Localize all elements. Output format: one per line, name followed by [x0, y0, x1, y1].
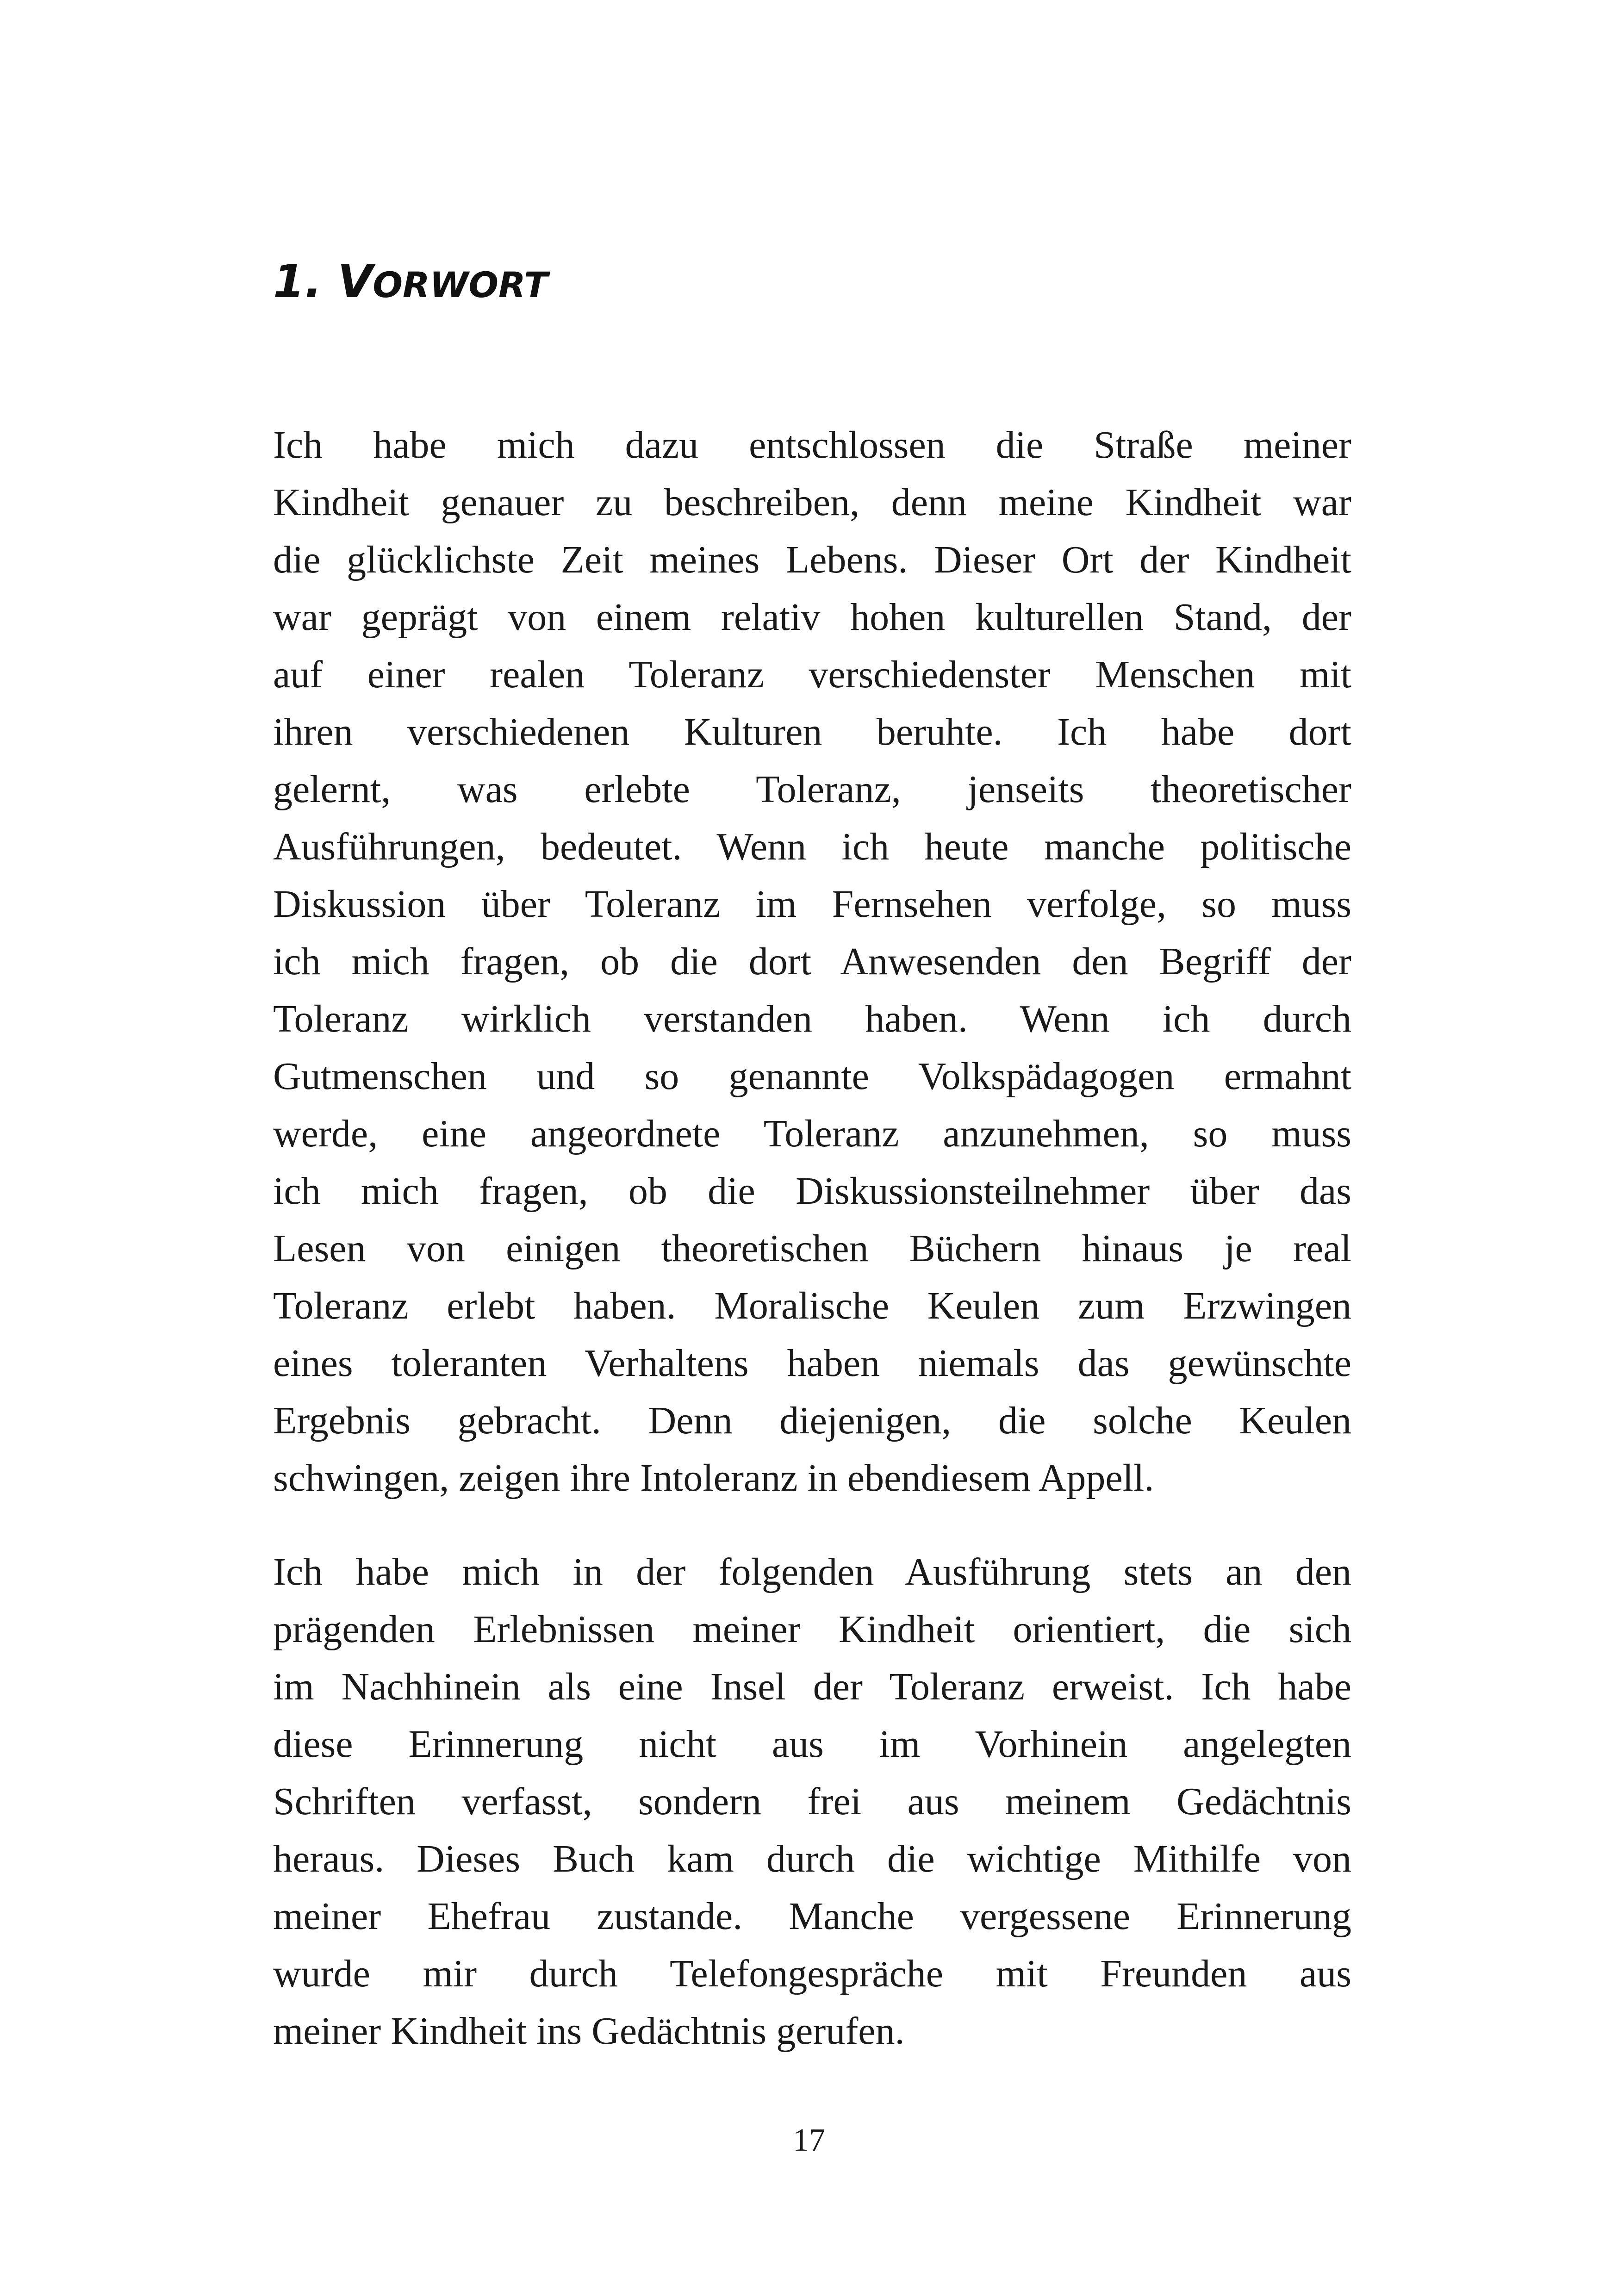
text-line: ihren verschiedenen Kulturen beruhte. Ich habe dort [273, 710, 1351, 753]
text-line: Lesen von einigen theoretischen Büchern hinaus je real [273, 1227, 1351, 1270]
text-line: ich mich fragen, ob die dort Anwesenden den Begriff der [273, 940, 1351, 983]
chapter-heading [273, 255, 548, 308]
text-line: Toleranz erlebt haben. Moralische Keulen zum Erzwingen [273, 1284, 1351, 1327]
text-line: ich mich fragen, ob die Diskussionsteilnehmer über das [273, 1170, 1351, 1213]
text-line: Diskussion über Toleranz im Fernsehen verfolge, so muss [273, 883, 1351, 926]
chapter-number: 1. [273, 255, 322, 308]
text-line: meiner Kindheit ins Gedächtnis gerufen. [273, 2010, 905, 2053]
text-line: auf einer realen Toleranz verschiedenster Menschen mit [273, 653, 1351, 696]
text-line: Ich habe mich dazu entschlossen die Straße meiner [273, 423, 1351, 467]
chapter-title-initial: V [337, 255, 373, 308]
text-line: gelernt, was erlebte Toleranz, jenseits theoretischer [273, 768, 1351, 811]
text-line: diese Erinnerung nicht aus im Vorhinein angelegten [273, 1723, 1351, 1766]
text-line: meiner Ehefrau zustande. Manche vergessene Erinnerung [273, 1895, 1351, 1938]
text-line: im Nachhinein als eine Insel der Toleranz erweist. Ich habe [273, 1665, 1351, 1708]
text-line: Ausführungen, bedeutet. Wenn ich heute manche politische [273, 825, 1351, 868]
chapter-title-rest: ORWORT [373, 264, 548, 305]
text-line: heraus. Dieses Buch kam durch die wichtige Mithilfe von [273, 1837, 1351, 1880]
text-line: Ich habe mich in der folgenden Ausführung stets an den [273, 1550, 1351, 1593]
text-line: Gutmenschen und so genannte Volkspädagogen ermahnt [273, 1055, 1351, 1098]
text-line: eines toleranten Verhaltens haben niemals das gewünschte [273, 1342, 1351, 1385]
text-line: Kindheit genauer zu beschreiben, denn meine Kindheit war [273, 481, 1351, 524]
text-line: Ergebnis gebracht. Denn diejenigen, die solche Keulen [273, 1399, 1351, 1442]
text-line: prägenden Erlebnissen meiner Kindheit orientiert, die sich [273, 1608, 1351, 1651]
text-line: die glücklichste Zeit meines Lebens. Dieser Ort der Kindheit [273, 538, 1351, 581]
text-line: schwingen, zeigen ihre Intoleranz in ebendiesem Appell. [273, 1456, 1154, 1500]
text-line: werde, eine angeordnete Toleranz anzunehmen, so muss [273, 1112, 1351, 1155]
text-line: wurde mir durch Telefongespräche mit Freunden aus [273, 1952, 1351, 1995]
text-line: Toleranz wirklich verstanden haben. Wenn ich durch [273, 997, 1351, 1040]
text-line: Schriften verfasst, sondern frei aus meinem Gedächtnis [273, 1780, 1351, 1823]
paragraph-1 [273, 417, 1351, 1507]
paragraph-2 [273, 1543, 1351, 2060]
text-line: war geprägt von einem relativ hohen kulturellen Stand, der [273, 596, 1351, 639]
page-number: 17 [793, 2122, 825, 2158]
